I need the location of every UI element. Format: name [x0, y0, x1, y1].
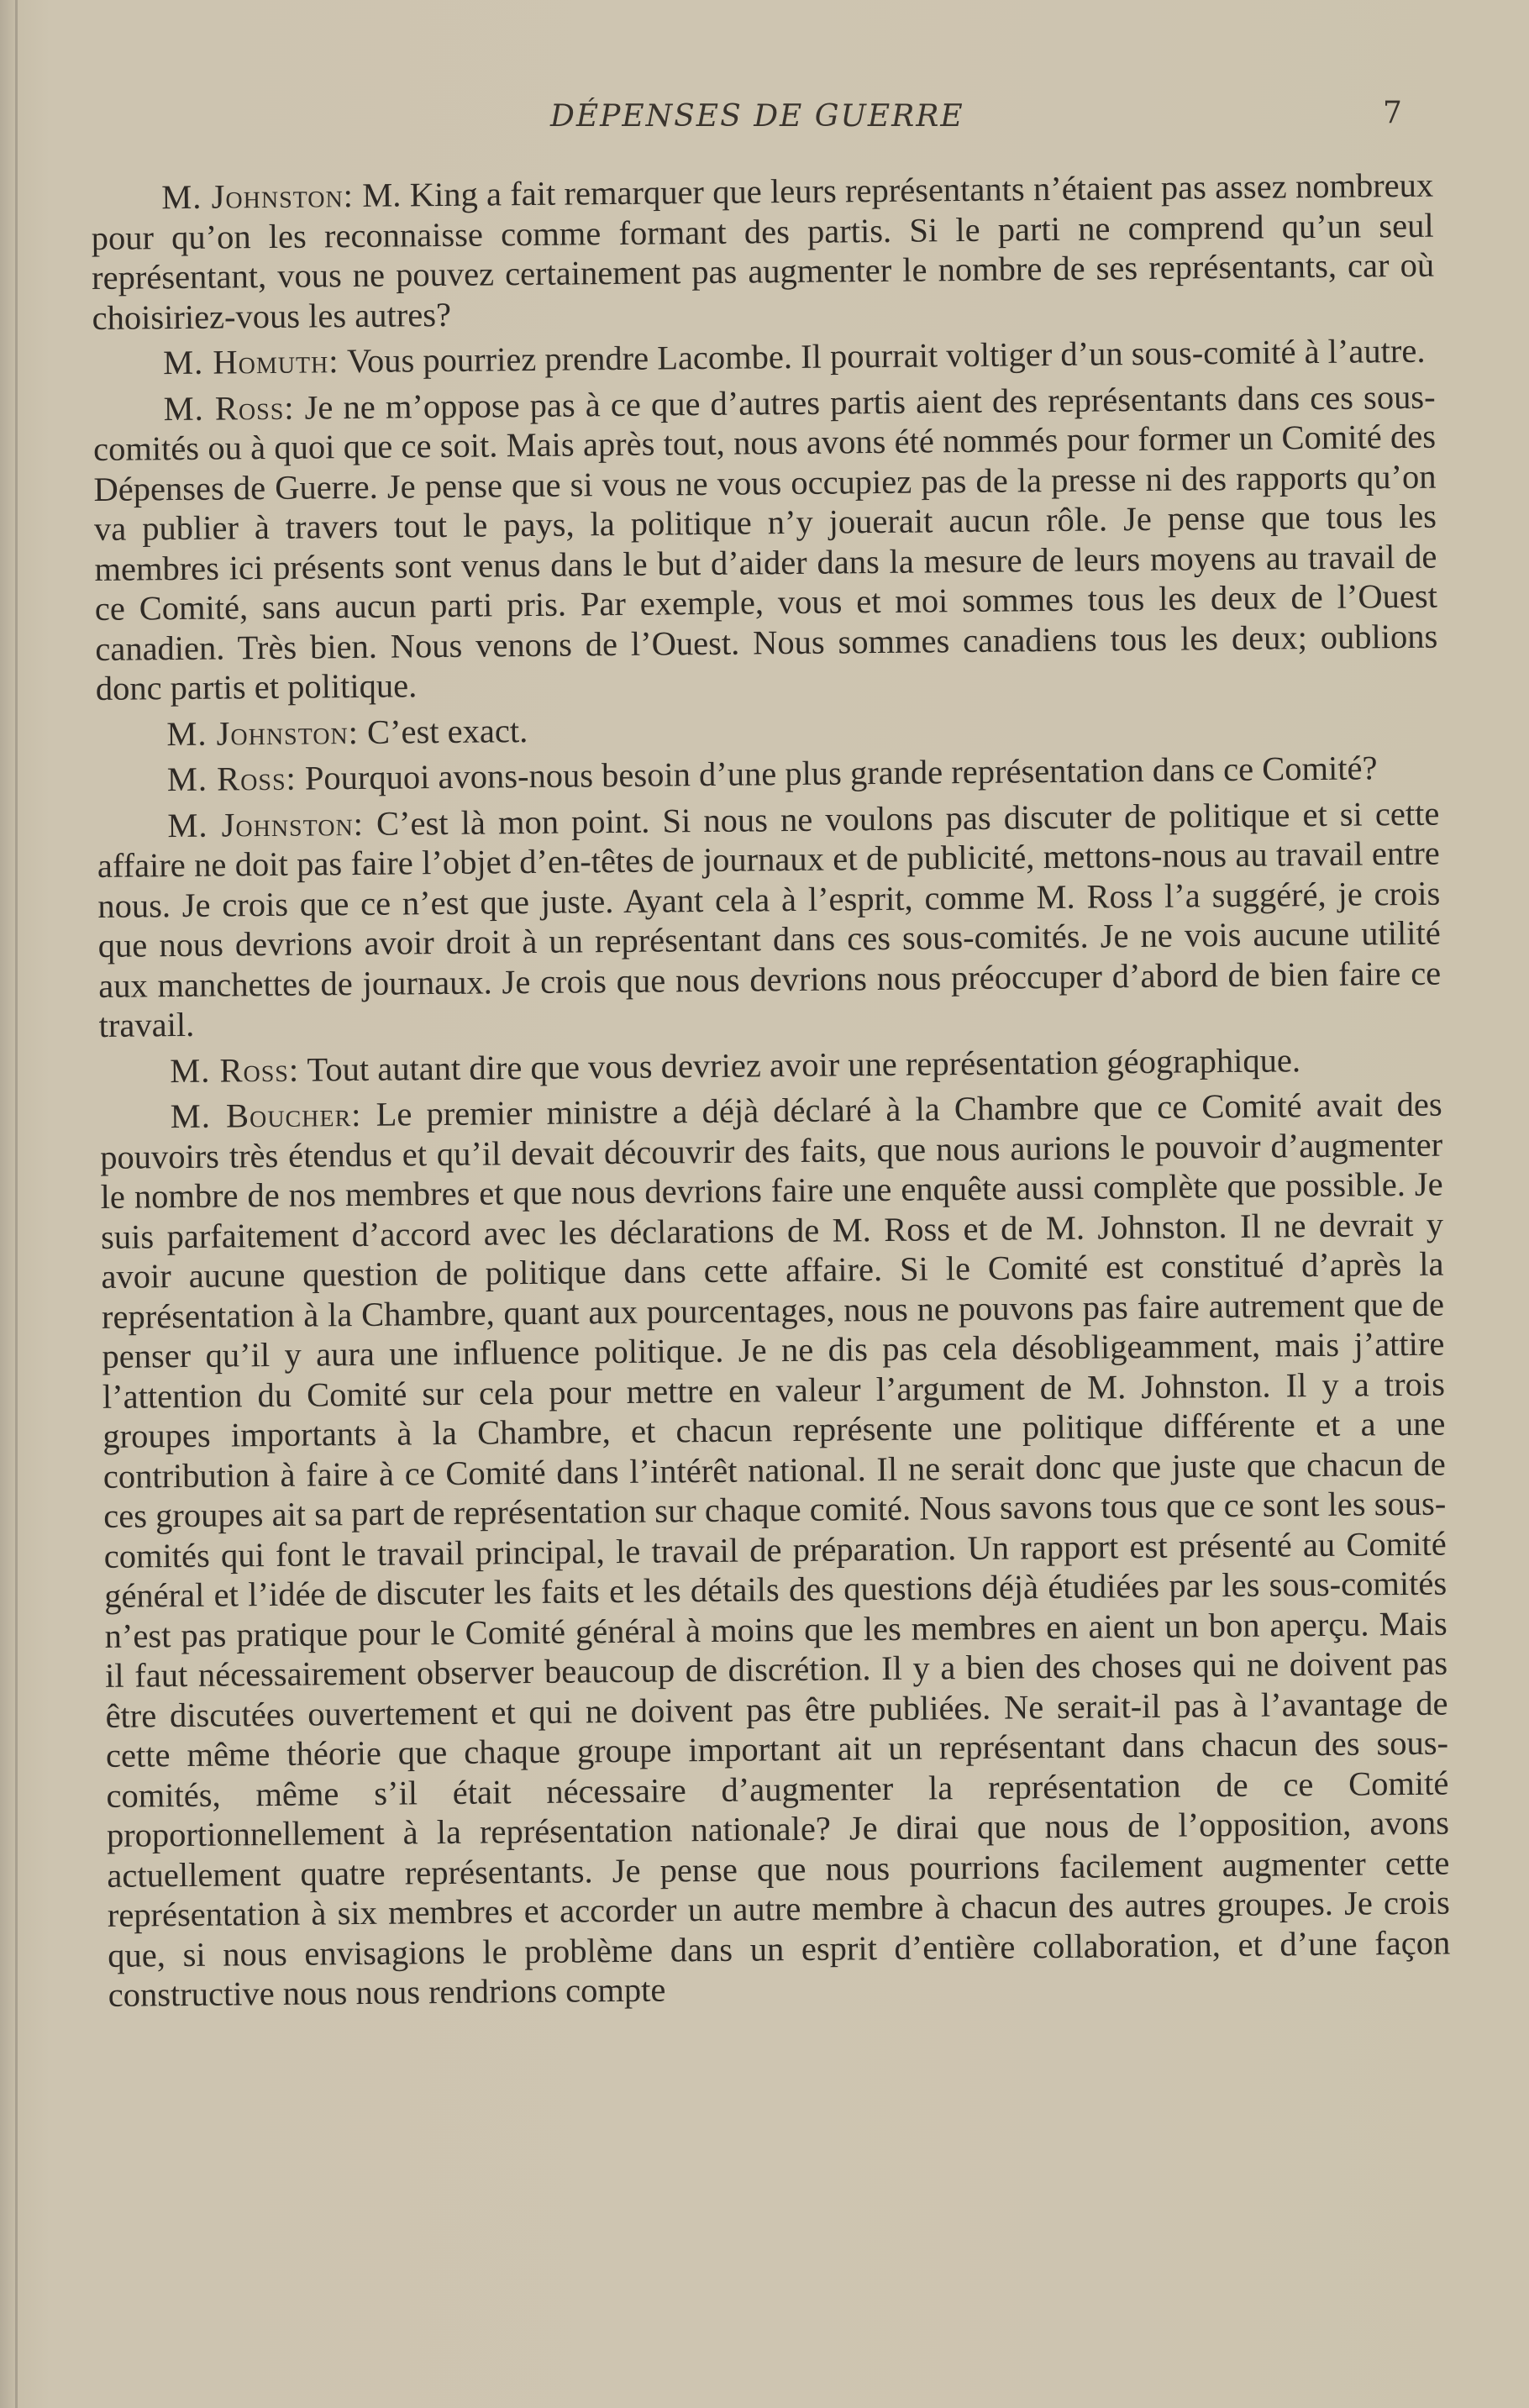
paragraph-text: C’est exact.	[366, 711, 528, 751]
paragraph-text: Pourquoi avons-nous besoin d’une plus grande représentation dans ce Comité?	[304, 749, 1378, 797]
paragraph	[91, 166, 1435, 338]
speaker-name: M. Ross:	[163, 388, 295, 428]
speaker-name: M. Johnston:	[161, 176, 355, 217]
paragraph-text: Je ne m’oppose pas à ce que d’autres partis aient des représentants dans ces sous-comités ou à quoi que ce soit. Mais après tout, nous avons été nommés pour former un Comité des Dépenses de Guerre. Je pense que si vous ne vous occupiez pas de la presse ni des rapports qu’on va publier à travers tout le pays, la politique n’y jouerait aucun rôle. Je pense que tous les membres ici présents sont venus dans le but d’aider dans la mesure de leurs moyens au travail de ce Comité, sans aucun parti pris. Par exemple, vous et moi sommes tous les deux de l’Ouest canadien. Très bien. Nous venons de l’Ouest. Nous sommes canadiens tous les deux; oublions donc partis et politique.	[92, 377, 1438, 707]
page-number: 7	[1383, 96, 1402, 130]
transcript-body	[91, 166, 1451, 2022]
running-title: DÉPENSES DE GUERRE	[550, 99, 964, 134]
paragraph-text: Vous pourriez prendre Lacombe. Il pourrait voltiger d’un sous-comité à l’autre.	[346, 331, 1426, 381]
paragraph-text: Le premier ministre a déjà déclaré à la Chambre que ce Comité avait des pouvoirs très étendus et qu’il devait découvrir des faits, que nous aurions le pouvoir d’augmenter le nombre de nos membres et que nous devrions faire une enquête aussi complète que possible. Je suis parfaitement d’accord avec les déclarations de M. Ross et de M. Johnston. Il ne devrait y avoir aucune question de politique dans cette affaire. Si le Comité est constitué d’après la représentation à la Chambre, quant aux pourcentages, nous ne pouvons pas faire autrement que de penser qu’il y aura une influence politique. Je ne dis pas cela désobligeamment, mais j’attire l’attention du Comité sur cela pour mettre en valeur l’argument de M. Johnston. Il y a trois groupes importants à la Chambre, et chacun représente une politique différente et a une contribution à faire à ce Comité dans l’intérêt national. Il ne serait donc que juste que chacun de ces groupes ait sa part de représentation sur chaque comité. Nous savons tous que ce sont les sous-comités qui font le travail principal, le travail de préparation. Un rapport est présenté au Comité général et l’idée de discuter les faits et les détails des questions déjà étudiées par les sous-comités n’est pas pratique pour le Comité général à moins que les membres en aient un bon aperçu. Mais il faut nécessairement observer beaucoup de discrétion. Il y a bien des choses qui ne doivent pas être discutées ouvertement et qui ne doivent pas être publiées. Ne serait-il pas à l’avantage de cette même théorie que chaque groupe important ait un représentant dans chacun des sous-comités, même s’il était nécessaire d’augmenter la représentation de ce Comité proportionnellement à la représentation nationale? Je dirai que nous de l’opposition, avons actuellement quatre représentants. Je pense que nous pourrions facilement augmenter cette représentation à six membres et accorder un autre membre à chacun des autres groupes. Je crois que, si nous envisagions le problème dans un esprit d’entière collaboration, et d’une façon constructive nous nous rendrions compte	[99, 1085, 1451, 2014]
paragraph	[100, 1085, 1451, 2016]
paragraph-text: C’est là mon point. Si nous ne voulons pas discuter de politique et si cette affaire ne doit pas faire l’objet d’en-têtes de journaux et de publicité, mettons-nous au travail entre nous. Je crois que ce n’est que juste. Ayant cela à l’esprit, comme M. Ross l’a suggéré, je crois que nous devrions avoir droit à un représentant dans ces sous-comités. Je ne vois aucune utilité aux manchettes de journaux. Je crois que nous devrions nous préoccuper d’abord de bien faire ce travail.	[97, 794, 1442, 1044]
paragraph	[92, 376, 1438, 708]
speaker-name: M. Boucher:	[170, 1095, 362, 1136]
speaker-name: M. Johnston:	[167, 804, 365, 844]
paragraph-text: Tout autant dire que vous devriez avoir une représentation géographique.	[307, 1040, 1301, 1089]
speaker-name: M. Ross:	[169, 1050, 300, 1090]
paragraph	[97, 793, 1442, 1045]
paragraph	[99, 1038, 1442, 1091]
paragraph	[96, 702, 1438, 754]
binding-gutter	[15, 0, 18, 2408]
paragraph	[92, 331, 1435, 384]
speaker-name: M. Ross:	[166, 759, 297, 799]
speaker-name: M. Homuth:	[162, 342, 339, 382]
speaker-name: M. Johnston:	[166, 712, 360, 753]
paragraph	[97, 748, 1439, 801]
paragraph-text: M. King a fait remarquer que leurs représentants n’étaient pas assez nombreux pour qu’on les reconnaisse comme formant des partis. Si le parti ne comprend qu’un seul représentant, vous ne pouvez certainement pas augmenter le nombre de ses représentants, car où choisiriez-vous les autres?	[91, 166, 1435, 337]
page-header	[0, 96, 1529, 150]
